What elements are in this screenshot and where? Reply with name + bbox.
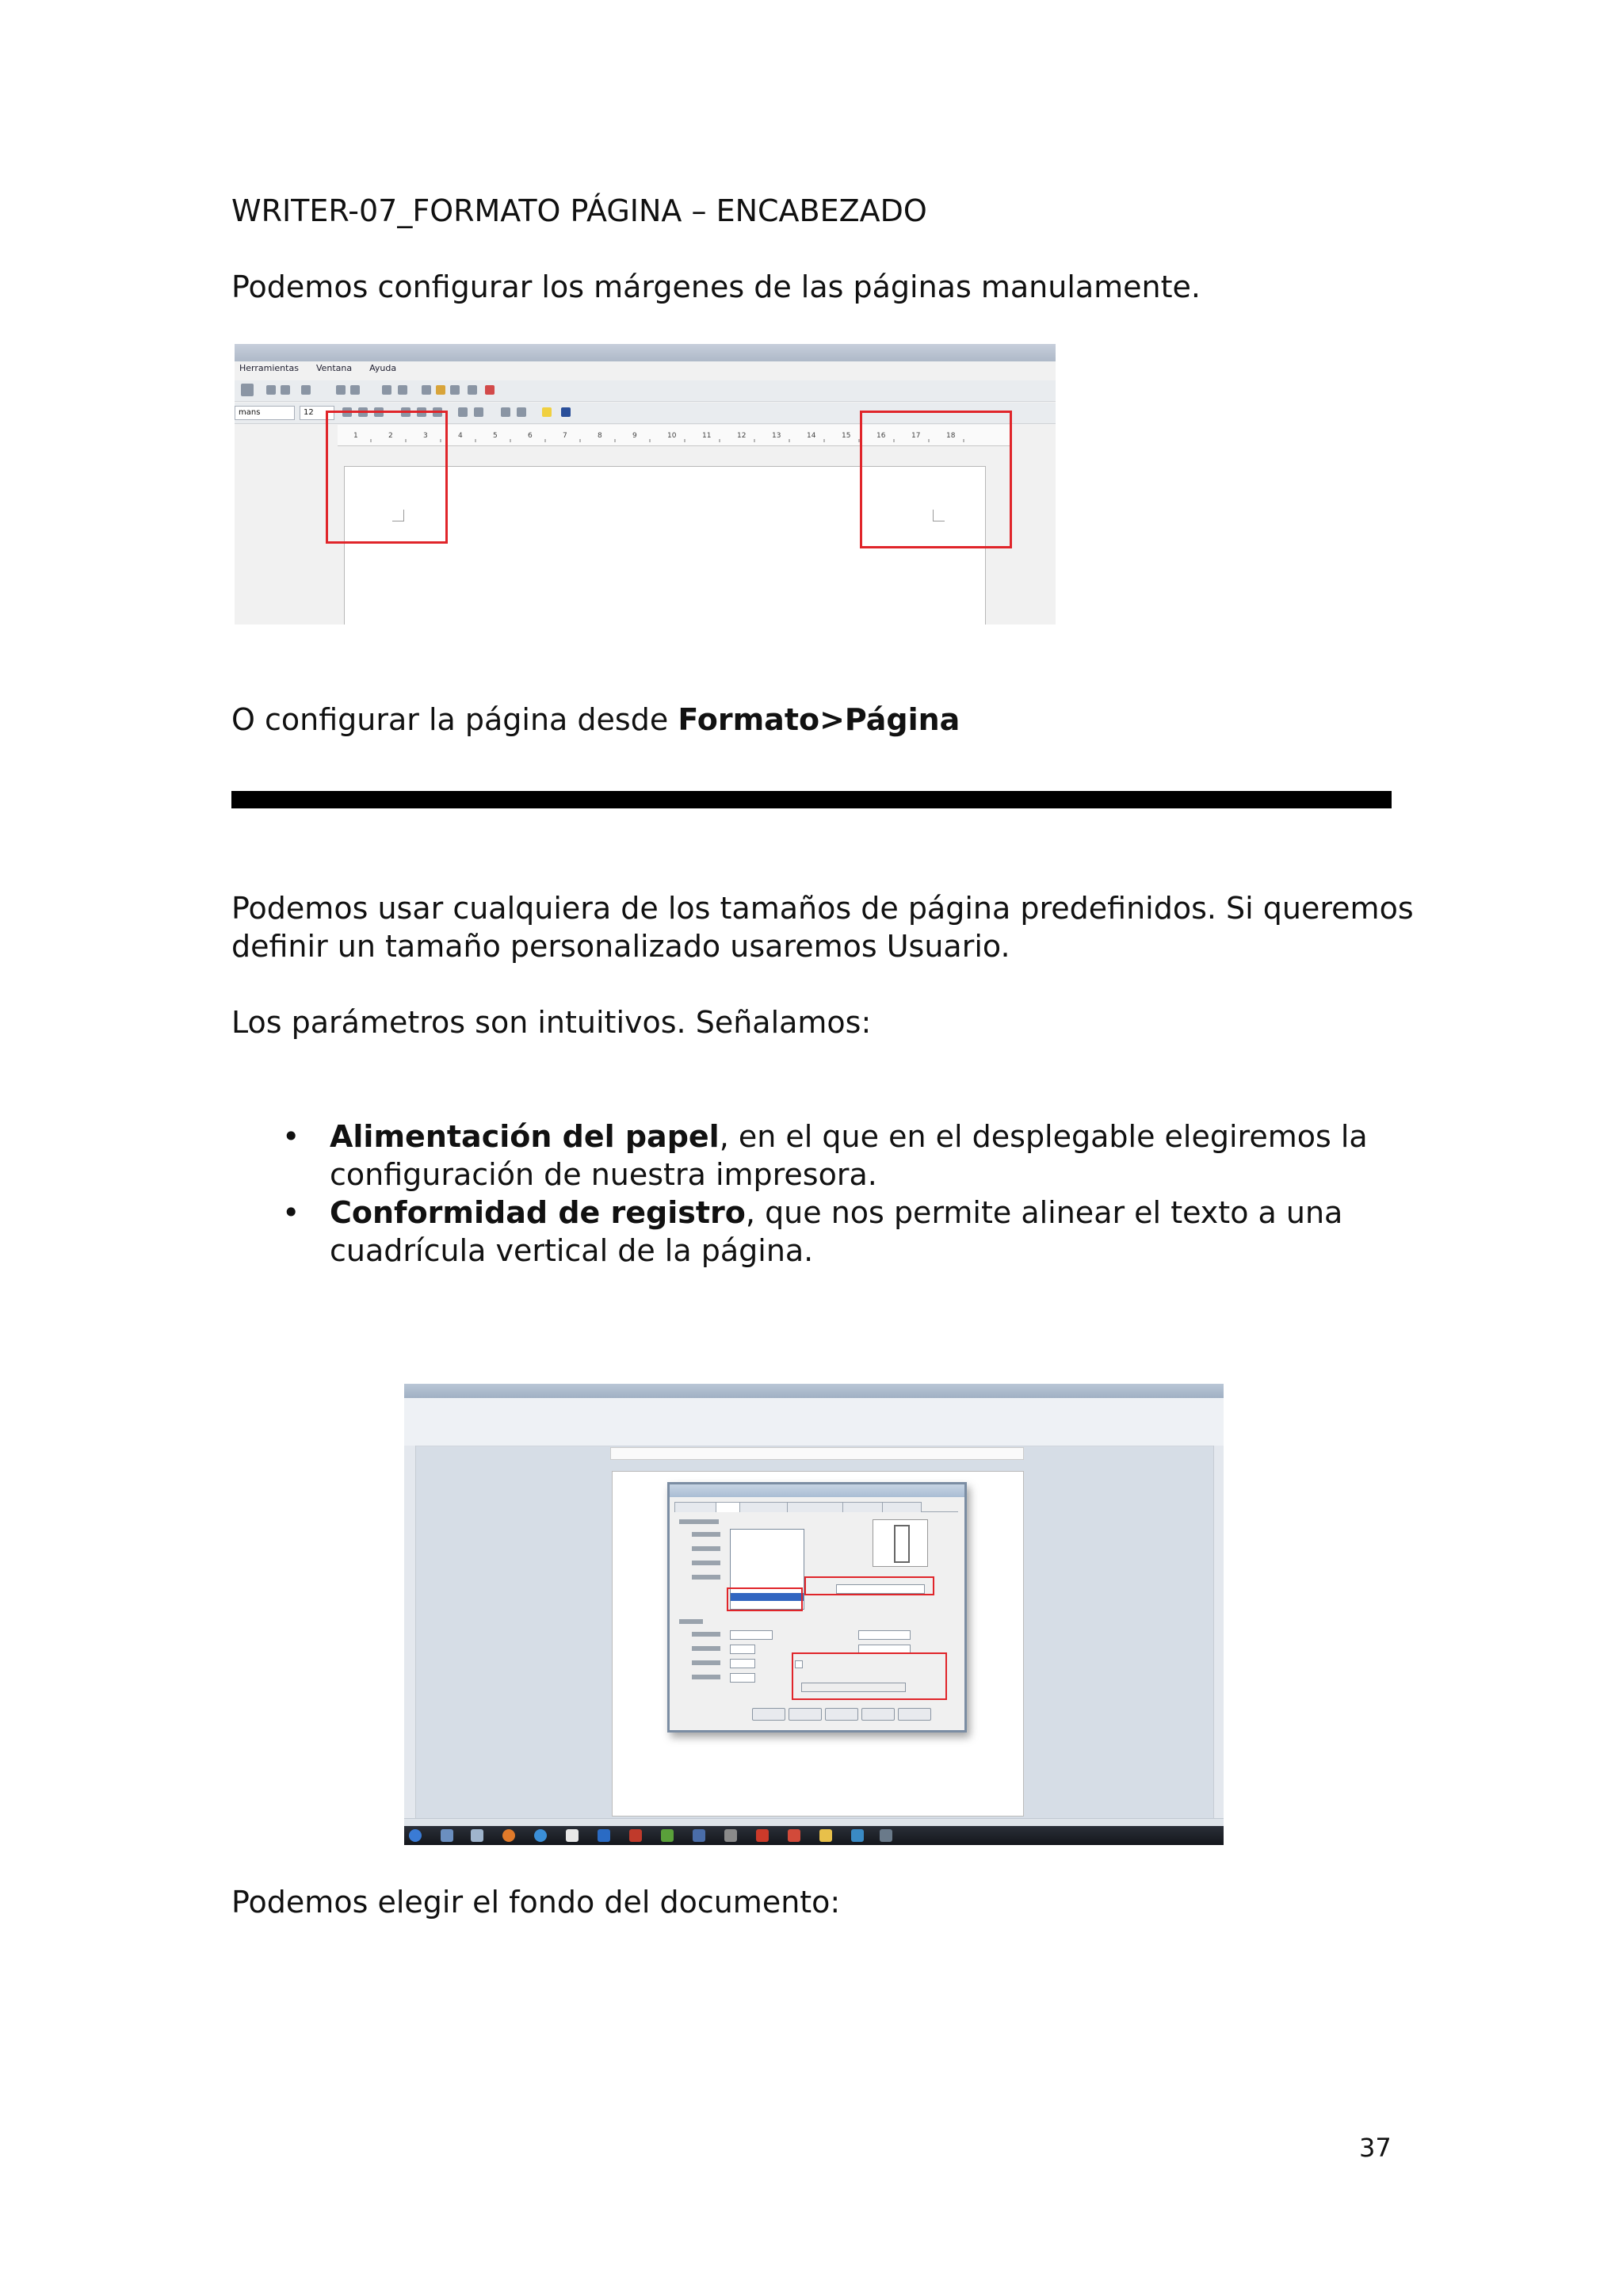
bullet-icon: •	[282, 1119, 300, 1154]
dialog-tab	[882, 1502, 922, 1512]
horizontal-ruler	[610, 1447, 1024, 1460]
standard-toolbar	[235, 380, 1056, 402]
dialog-tab	[739, 1502, 789, 1512]
bullets-icon	[474, 407, 483, 417]
page-style-dialog	[667, 1482, 967, 1733]
taskbar-icon	[629, 1829, 642, 1842]
image-icon	[398, 385, 407, 395]
dialog-button	[825, 1708, 858, 1721]
list-item-register	[330, 1194, 1342, 1232]
print-icon	[266, 385, 276, 395]
standard-toolbar	[404, 1411, 1224, 1429]
dialog-label	[692, 1675, 720, 1679]
ruler-tick-label: 12	[737, 432, 747, 440]
ruler-tick-label: 13	[772, 432, 781, 440]
vertical-ruler	[404, 1446, 416, 1818]
dialog-button	[752, 1708, 785, 1721]
register-true-highlight	[792, 1652, 947, 1700]
ruler-tick-label: 15	[842, 432, 851, 440]
paper-feed-list-highlight	[727, 1587, 803, 1611]
list-item-text: , que nos permite alinear el texto a una	[745, 1195, 1343, 1230]
gallery-icon	[436, 385, 445, 395]
indent-icon	[501, 407, 510, 417]
dialog-button	[898, 1708, 931, 1721]
layout-field	[858, 1630, 911, 1640]
ruler-tick-label: 1	[353, 432, 358, 440]
ruler-tick-label: 7	[563, 432, 567, 440]
nonprint-icon	[468, 385, 477, 395]
screenshot-page-style-dialog	[404, 1384, 1224, 1845]
list-item-paper-feed	[330, 1117, 1368, 1156]
taskbar-icon	[756, 1829, 769, 1842]
paragraph-parameters: Los parámetros son intuitivos. Señalamos:	[231, 1005, 872, 1040]
list-item-continuation: cuadrícula vertical de la página.	[330, 1233, 814, 1268]
numbering-icon	[458, 407, 468, 417]
dialog-label	[692, 1561, 720, 1565]
format-toolbar	[404, 1428, 1224, 1446]
dialog-tab	[842, 1502, 884, 1512]
page-preview	[873, 1519, 928, 1567]
ruler-tick-label: 9	[632, 432, 637, 440]
ruler-tick-label: 2	[388, 432, 393, 440]
redo-icon	[350, 385, 360, 395]
taskbar-icon	[851, 1829, 864, 1842]
folder-icon	[819, 1829, 832, 1842]
format-page-menu-path: Formato>Página	[678, 702, 960, 737]
document-icon	[241, 384, 254, 396]
dialog-tabs	[674, 1502, 958, 1512]
margin-field	[730, 1659, 755, 1668]
ruler-tick-label: 5	[493, 432, 498, 440]
dialog-tab	[674, 1502, 717, 1512]
font-size-field: 12	[300, 406, 334, 420]
dialog-label	[692, 1546, 720, 1551]
start-icon	[409, 1829, 422, 1842]
taskbar-icon	[724, 1829, 737, 1842]
dialog-titlebar	[670, 1484, 964, 1497]
black-rule	[231, 791, 1392, 808]
ruler-tick-label: 3	[423, 432, 428, 440]
paragraph-format-page	[231, 701, 960, 739]
dialog-tab-active	[716, 1502, 741, 1512]
menu-item-ayuda: Ayuda	[369, 363, 397, 373]
vertical-scrollbar	[1213, 1446, 1224, 1818]
list-item-continuation: configuración de nuestra impresora.	[330, 1157, 877, 1192]
ruler-tick-label: 8	[598, 432, 602, 440]
firefox-icon	[502, 1829, 515, 1842]
dialog-label	[692, 1632, 720, 1637]
taskbar-icon	[598, 1829, 610, 1842]
margin-field	[730, 1645, 755, 1654]
taskbar-icon	[880, 1829, 892, 1842]
taskbar-icon	[661, 1829, 674, 1842]
menu-item-herramientas: Herramientas	[239, 363, 299, 373]
paragraph-background: Podemos elegir el fondo del documento:	[231, 1885, 841, 1920]
menu-item-ventana: Ventana	[315, 363, 353, 373]
page-number: 37	[1359, 2133, 1392, 2163]
taskbar-icon	[441, 1829, 453, 1842]
margin-field	[730, 1673, 755, 1683]
format-page-prefix: O configurar la página desde	[231, 702, 678, 737]
paragraph-sizes-line1: Podemos usar cualquiera de los tamaños de página predefinidos. Si queremos	[231, 891, 1414, 926]
menu-bar	[239, 363, 396, 379]
taskbar-icon	[471, 1829, 483, 1842]
bullet-icon: •	[282, 1195, 300, 1230]
paragraph-margins: Podemos configurar los márgenes de las páginas manulamente.	[231, 269, 1201, 304]
window-titlebar	[404, 1384, 1224, 1398]
navigator-icon	[422, 385, 431, 395]
outdent-icon	[517, 407, 526, 417]
list-item-text: , en el que en el desplegable elegiremos la	[719, 1119, 1368, 1154]
preview-icon	[281, 385, 290, 395]
paragraph-sizes-line2: definir un tamaño personalizado usaremos Usuario.	[231, 929, 1010, 964]
dialog-button	[789, 1708, 822, 1721]
pdf-icon	[788, 1829, 800, 1842]
dialog-tab	[787, 1502, 844, 1512]
menu-bar	[404, 1398, 1224, 1411]
ruler-tick-label: 6	[528, 432, 533, 440]
zoom-icon	[485, 385, 495, 395]
datasource-icon	[450, 385, 460, 395]
ruler-tick-label: 10	[667, 432, 677, 440]
right-margin-highlight	[860, 411, 1012, 548]
table-icon	[382, 385, 391, 395]
paper-tray-highlight	[804, 1576, 934, 1595]
ruler-tick-label: 18	[946, 432, 956, 440]
background-color-icon	[561, 407, 571, 417]
writer-icon	[693, 1829, 705, 1842]
dialog-label	[679, 1519, 719, 1524]
undo-icon	[336, 385, 346, 395]
dialog-label	[692, 1646, 720, 1651]
dialog-label	[692, 1660, 720, 1665]
list-item-term: Alimentación del papel	[330, 1119, 720, 1154]
page-preview-sheet	[894, 1525, 910, 1563]
document-heading: WRITER-07_FORMATO PÁGINA – ENCABEZADO	[231, 193, 927, 228]
dialog-label	[692, 1532, 720, 1537]
window-titlebar	[235, 344, 1056, 361]
browser-icon	[534, 1829, 547, 1842]
ruler-tick-label: 16	[876, 432, 886, 440]
windows-taskbar	[404, 1826, 1224, 1845]
dialog-label	[679, 1619, 703, 1624]
format-icon	[301, 385, 311, 395]
ruler-tick-label: 14	[807, 432, 816, 440]
ruler-tick-label: 17	[911, 432, 921, 440]
ruler-tick-label: 11	[702, 432, 712, 440]
taskbar-icon	[566, 1829, 579, 1842]
left-margin-highlight	[326, 411, 448, 544]
dialog-label	[692, 1575, 720, 1580]
ruler-tick-label: 4	[458, 432, 463, 440]
margin-field	[730, 1630, 773, 1640]
screenshot-ruler-margins	[235, 344, 1056, 625]
dialog-button	[861, 1708, 895, 1721]
font-name-field: mans	[235, 406, 295, 420]
highlight-icon	[542, 407, 552, 417]
list-item-term: Conformidad de registro	[330, 1195, 746, 1230]
